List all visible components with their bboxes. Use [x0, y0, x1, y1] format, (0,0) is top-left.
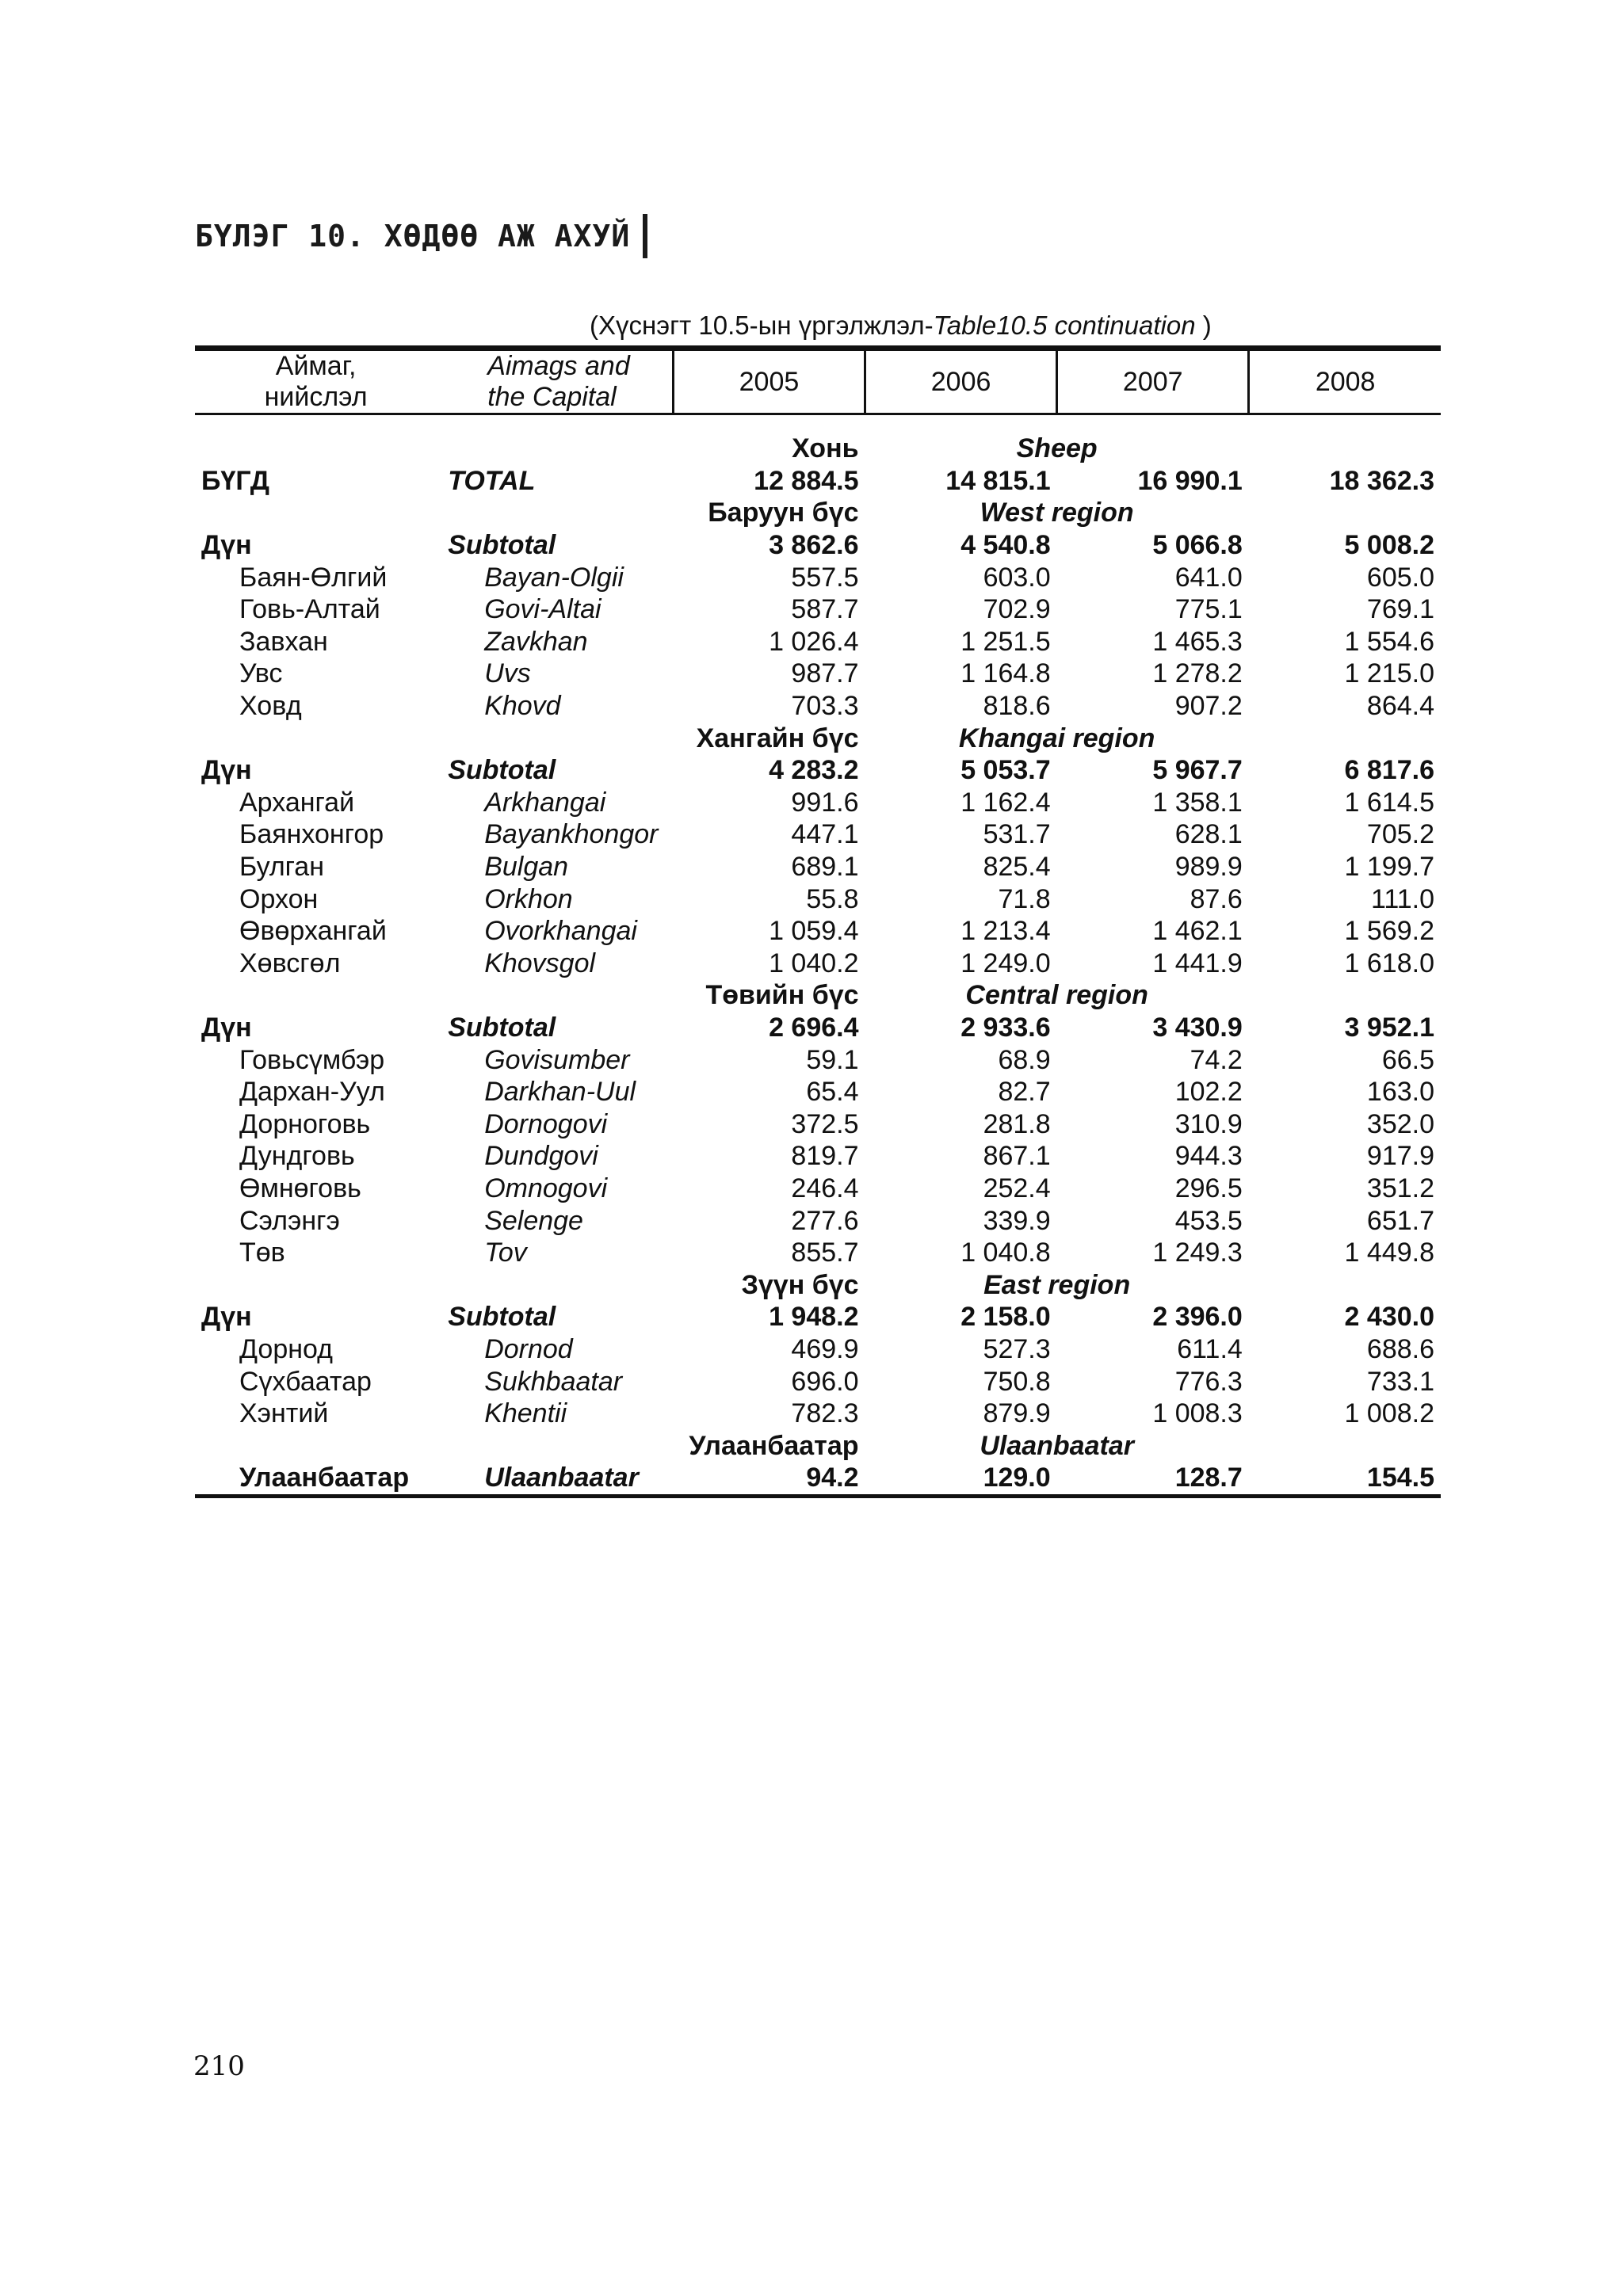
table-row: Дорноговь Dornogovi 372.5 281.8 310.9 352.0: [239, 1108, 1434, 1139]
table-header: [195, 349, 1441, 414]
table-row: Хэнтий Khentii 782.3 879.9 1 008.3 1 008.2: [239, 1398, 1434, 1429]
capital-section-row: Улаанбаатар Ulaanbaatar: [689, 1430, 1134, 1461]
region-section-row: Зүүн бүс East region: [741, 1269, 1131, 1300]
table-row: Өвөрхангай Ovorkhangai 1 059.4 1 213.4 1 462.1 1 569.2: [239, 916, 1434, 947]
caption-italic: Table10.5 continuation: [933, 311, 1196, 340]
table-row: Архангай Arkhangai 991.6 1 162.4 1 358.1 1 614.5: [239, 787, 1434, 818]
header-year: 2006: [865, 349, 1057, 414]
chapter-divider-bar: [643, 214, 647, 258]
table-row: Орхон Orkhon 55.8 71.8 87.6 111.0: [239, 883, 1434, 914]
table-row: Дорнод Dornod 469.9 527.3 611.4 688.6: [239, 1333, 1434, 1364]
title-en: Sheep: [1016, 433, 1098, 464]
table-row: Сүхбаатар Sukhbaatar 696.0 750.8 776.3 733.1: [239, 1366, 1434, 1397]
table-row: Булган Bulgan 689.1 825.4 989.9 1 199.7: [239, 852, 1434, 883]
header-aimag-mn: Аймаг, нийслэл: [195, 349, 437, 414]
table-row: Ховд Khovd 703.3 818.6 907.2 864.4: [239, 691, 1434, 722]
chapter-title: БҮЛЭГ 10. ХӨДӨӨ АЖ АХУЙ: [195, 219, 631, 254]
subtotal-row: Дүн Subtotal 4 283.2 5 053.7 5 967.7 6 817.6: [201, 755, 1434, 786]
table-row: Сэлэнгэ Selenge 277.6 339.9 453.5 651.7: [239, 1205, 1434, 1236]
total-row: БҮГД TOTAL 12 884.5 14 815.1 16 990.1 18 362.3: [201, 465, 1434, 496]
subtotal-row: Дүн Subtotal 1 948.2 2 158.0 2 396.0 2 430.0: [201, 1302, 1434, 1333]
header-year: 2005: [673, 349, 865, 414]
region-section-row: Баруун бүс West region: [708, 498, 1134, 528]
table-row: Баянхонгор Bayankhongor 447.1 531.7 628.1 705.2: [239, 819, 1434, 850]
table-row: Хөвсгөл Khovsgol 1 040.2 1 249.0 1 441.9 1 618.0: [239, 948, 1434, 978]
sheep-livestock-table: [195, 345, 1441, 1498]
table-row: Завхан Zavkhan 1 026.4 1 251.5 1 465.3 1 554.6: [239, 626, 1434, 657]
caption-suffix: ): [1195, 311, 1212, 340]
header-year: 2008: [1249, 349, 1441, 414]
table-row: Дундговь Dundgovi 819.7 867.1 944.3 917.9: [239, 1141, 1434, 1172]
capital-row: Улаанбаатар Ulaanbaatar 94.2 129.0 128.7 154.5: [195, 1462, 1441, 1496]
table-row: Говь-Алтай Govi-Altai 587.7 702.9 775.1 769.1: [239, 594, 1434, 625]
table-title-row: [195, 433, 1441, 465]
title-mn: Хонь: [792, 433, 859, 464]
subtotal-row: Дүн Subtotal 2 696.4 2 933.6 3 430.9 3 952.1: [201, 1012, 1434, 1043]
table-row: Увс Uvs 987.7 1 164.8 1 278.2 1 215.0: [239, 658, 1434, 689]
region-section-row: Хангайн бүс Khangai region: [696, 723, 1155, 753]
table-caption: [590, 311, 1212, 341]
table-row: Говьсүмбэр Govisumber 59.1 68.9 74.2 66.5: [239, 1044, 1434, 1075]
table-row: Дархан-Уул Darkhan-Uul 65.4 82.7 102.2 163.0: [239, 1077, 1434, 1108]
table-row: Баян-Өлгий Bayan-Olgii 557.5 603.0 641.0 605.0: [239, 562, 1434, 593]
header-aimag-en: Aimags and the Capital: [437, 349, 673, 414]
caption-prefix: (Хүснэгт 10.5-ын үргэлжлэл-: [590, 311, 934, 340]
page-number: 210: [193, 2050, 245, 2082]
subtotal-row: Дүн Subtotal 3 862.6 4 540.8 5 066.8 5 008.2: [201, 530, 1434, 561]
region-section-row: Төвийн бүс Central region: [705, 980, 1148, 1011]
chapter-header: [195, 214, 647, 258]
table-row: Өмнөговь Omnogovi 246.4 252.4 296.5 351.2: [239, 1173, 1434, 1203]
table-row: Төв Tov 855.7 1 040.8 1 249.3 1 449.8: [239, 1238, 1434, 1268]
header-year: 2007: [1057, 349, 1249, 414]
